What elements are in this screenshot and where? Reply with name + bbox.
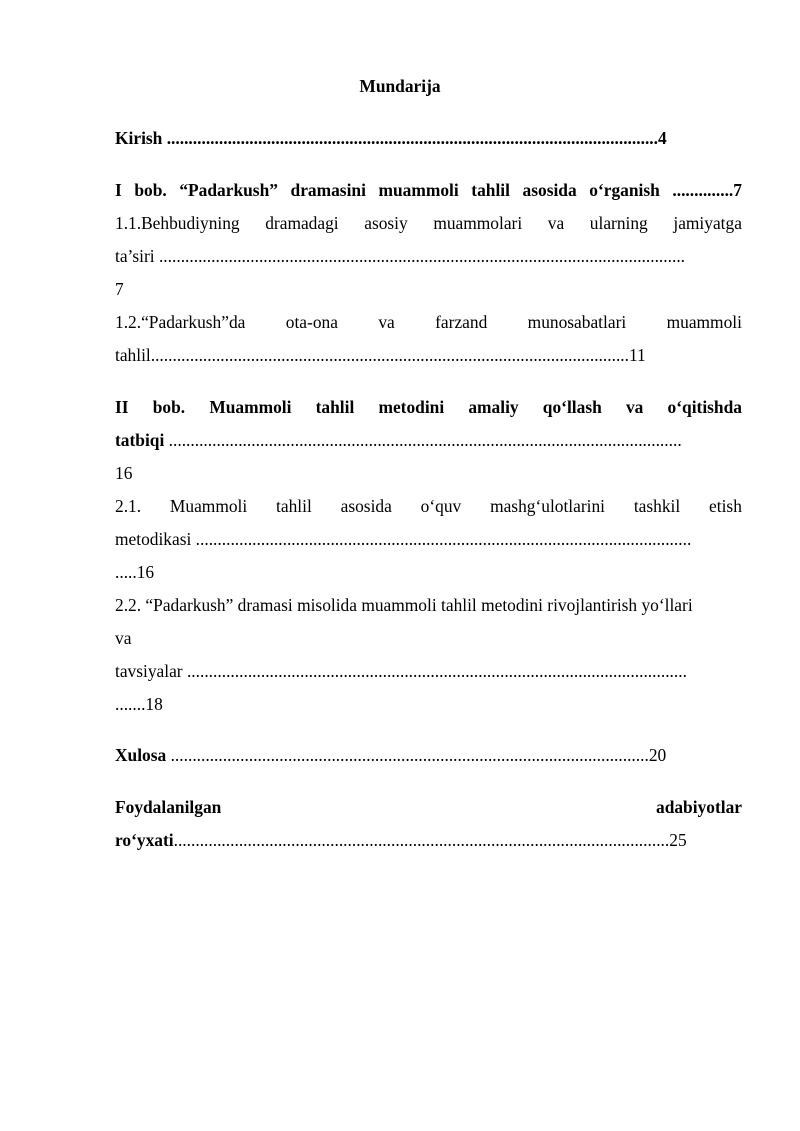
toc-entry-chapter-2-line1 bbox=[115, 396, 742, 418]
page-title: Mundarija bbox=[359, 76, 441, 96]
xulosa-leader-dots: ..............................................................................................................20 bbox=[166, 745, 667, 765]
toc-entry-kirish: Kirish .................................................................................................................4 bbox=[115, 128, 667, 148]
toc-word: metodini bbox=[378, 397, 445, 417]
toc-word: I bbox=[115, 180, 122, 200]
toc-word: 2.1. bbox=[115, 496, 142, 516]
toc-word: ..............7 bbox=[672, 180, 742, 200]
toc-word: asosiy bbox=[364, 213, 408, 233]
toc-word: asosida bbox=[522, 180, 577, 200]
toc-word: dramadagi bbox=[265, 213, 339, 233]
toc-word: ularning bbox=[589, 213, 648, 233]
toc-word: o‘quv bbox=[420, 496, 462, 516]
toc-word: va bbox=[625, 397, 644, 417]
references-label-end: ro‘yxati bbox=[115, 830, 174, 850]
chapter-2-leader-dots: ...................................................................................................................... bbox=[164, 430, 682, 450]
toc-entry-2-2-line3: tavsiyalar ................................................................................................................... bbox=[115, 661, 687, 681]
toc-word: II bbox=[115, 397, 129, 417]
toc-entry-chapter-2-line2 bbox=[115, 429, 742, 451]
toc-word: amaliy bbox=[468, 397, 519, 417]
toc-entry-1-1-line1 bbox=[115, 212, 742, 234]
toc-word: tahlil bbox=[471, 180, 510, 200]
references-leader-dots: ..................................................................................................................25 bbox=[173, 830, 687, 850]
toc-word: “Padarkush” bbox=[179, 180, 278, 200]
toc-entry-references-line1 bbox=[115, 796, 742, 818]
toc-entry-xulosa bbox=[115, 744, 742, 766]
toc-word: o‘rganish bbox=[589, 180, 660, 200]
toc-entry-1-1-page: 7 bbox=[115, 279, 124, 299]
toc-word: ota-ona bbox=[285, 312, 338, 332]
toc-word: Muammoli bbox=[209, 397, 292, 417]
toc-entry-1-2-line1 bbox=[115, 311, 742, 333]
toc-entry-2-1-line3: .....16 bbox=[115, 562, 155, 582]
toc-word: Muammoli bbox=[169, 496, 248, 516]
toc-entry-chapter-1 bbox=[115, 179, 742, 201]
chapter-2-heading-end: tatbiqi bbox=[115, 430, 165, 450]
toc-word: muammoli bbox=[666, 312, 742, 332]
toc-word: 1.1.Behbudiyning bbox=[115, 213, 240, 233]
toc-word: tashkil bbox=[633, 496, 681, 516]
toc-word: muammoli bbox=[378, 180, 459, 200]
toc-word: jamiyatga bbox=[673, 213, 742, 233]
toc-word: tahlil bbox=[276, 496, 312, 516]
toc-word: o‘qitishda bbox=[667, 397, 742, 417]
toc-word: farzand bbox=[435, 312, 488, 332]
toc-word: mashg‘ulotlarini bbox=[490, 496, 606, 516]
toc-entry-1-2-line2: tahlil..............................................................................................................11 bbox=[115, 345, 646, 365]
toc-entry-2-2-line2: va bbox=[115, 628, 132, 648]
toc-word: 1.2.“Padarkush”da bbox=[115, 312, 246, 332]
toc-entry-references-line2 bbox=[115, 829, 742, 851]
toc-word: muammolari bbox=[433, 213, 523, 233]
toc-entry-2-1-line1 bbox=[115, 495, 742, 517]
toc-word: asosida bbox=[340, 496, 392, 516]
toc-word: munosabatlari bbox=[527, 312, 627, 332]
toc-word: dramasini bbox=[290, 180, 366, 200]
toc-word: Foydalanilgan bbox=[115, 797, 222, 817]
toc-entry-2-2-line4: .......18 bbox=[115, 694, 163, 714]
toc-word: adabiyotlar bbox=[656, 797, 742, 817]
toc-word: bob. bbox=[152, 397, 186, 417]
toc-entry-2-2-line1: 2.2. “Padarkush” dramasi misolida muammoli tahlil metodini rivojlantirish yo‘llari bbox=[115, 595, 693, 615]
toc-entry-2-1-line2: metodikasi .................................................................................................................. bbox=[115, 529, 692, 549]
toc-word: va bbox=[378, 312, 395, 332]
toc-word: qo‘llash bbox=[542, 397, 602, 417]
toc-word: bob. bbox=[134, 180, 167, 200]
toc-word: tahlil bbox=[315, 397, 355, 417]
xulosa-label: Xulosa bbox=[115, 745, 167, 765]
toc-word: va bbox=[547, 213, 565, 233]
toc-entry-1-1-line2: ta’siri ......................................................................................................................... bbox=[115, 246, 686, 266]
toc-entry-chapter-2-page: 16 bbox=[115, 463, 133, 483]
toc-word: etish bbox=[709, 496, 742, 516]
